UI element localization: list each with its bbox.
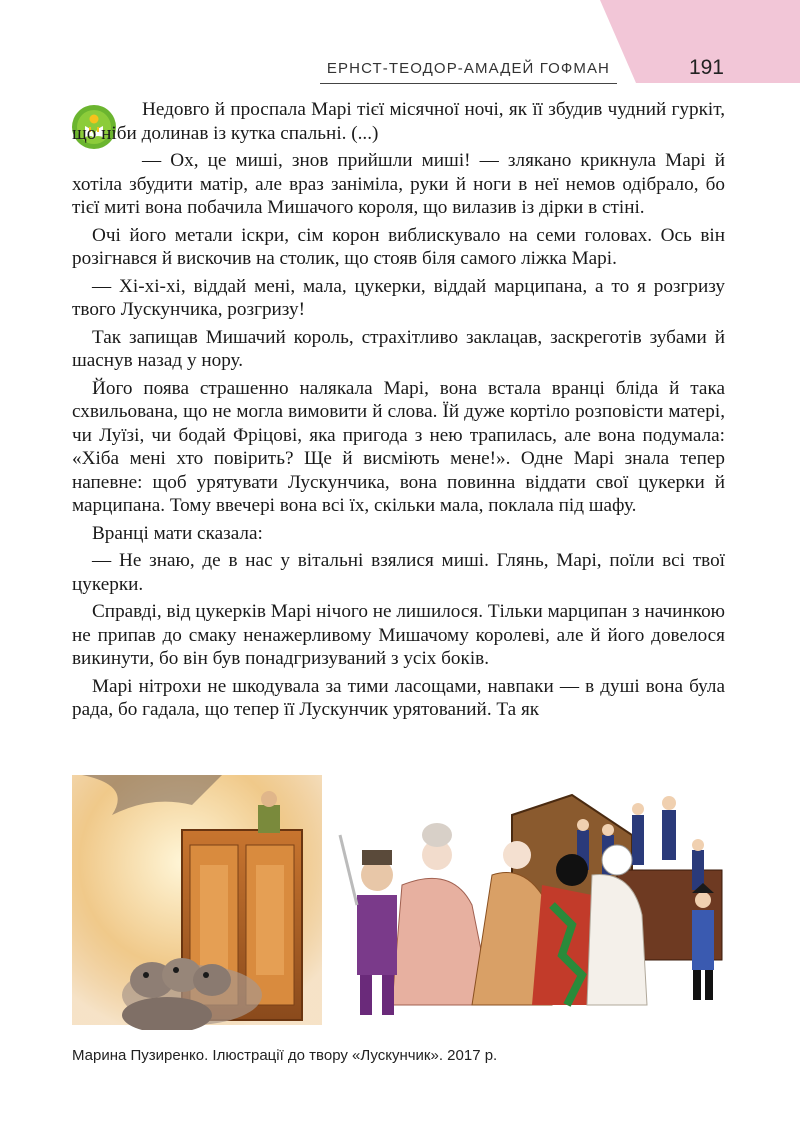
paragraph: Очі його метали іскри, сім корон виблискувало на семи головах. Ось він розігнався й вискочив на столик, що стояв біля самого ліжка Марі.	[72, 224, 725, 269]
paragraph: Вранці мати сказала:	[92, 522, 263, 544]
paragraph: — Ох, це миші, знов прийшли миші! — злякано крикнула Марі й хотіла збудити матір, але враз заніміла, руки й ноги в неї немов одібрало, бо тієї миті вона побачила Мишачого короля, що вилазив із дірки в стіні.	[72, 150, 725, 218]
illustration-caption: Марина Пузиренко. Ілюстрації до твору «Лускунчик». 2017 р.	[72, 1047, 498, 1064]
running-head-author: ЕРНСТ-ТЕОДОР-АМАДЕЙ ГОФМАН	[326, 60, 610, 77]
paragraph: — Не знаю, де в нас у вітальні взялися миші. Глянь, Марі, поїли всі твої цукерки.	[72, 550, 725, 595]
toys-scene	[340, 795, 722, 1015]
paragraph: Марі нітрохи не шкодувала за тими ласощами, навпаки — в душі вона була рада, бо гадала, що тепер її Лускунчик урятований. Та як	[72, 675, 725, 720]
paragraph: Справді, від цукерків Марі нічого не лишилося. Тільки марципан з начинкою не припав до смаку ненажерливому Мишачому королеві, але й його довелося викинути, бо він був понадгризуваний з усіх боків.	[72, 601, 725, 669]
nutcracker-illustration	[72, 775, 728, 1030]
paragraph: Недовго й проспала Марі тієї місячної ночі, як її збудив чудний гуркіт, що ніби долинав із кутка спальні. (...)	[72, 99, 725, 144]
story-text	[72, 98, 725, 726]
page-number: 191	[688, 56, 724, 79]
paragraph: Так запищав Мишачий король, страхітливо заклацав, заскреготів зубами й шаснув назад у нору.	[72, 326, 725, 371]
header-rule	[320, 83, 617, 84]
paragraph: — Хі-хі-хі, віддай мені, мала, цукерки, віддай марципана, а то я розгризу твого Лускунчика, розгризу!	[72, 275, 725, 320]
paragraph: Його поява страшенно налякала Марі, вона встала вранці бліда й така схвильована, що не могла вимовити й слова. Їй дуже кортіло розповісти матері, чи Луїзі, чи бодай Фріцові, яка пригода з нею трапилась, але вона подумала: «Хіба мені хто повірить? Ще й висміють мене!». Одне Марі знала тепер напевне: щоб урятувати Лускунчика, вона повинна віддати свої цукерки й марципана. Тому ввечері вона всі їх, скільки мала, поклала під шафу.	[72, 377, 725, 516]
cabinet-scene	[72, 775, 322, 1030]
